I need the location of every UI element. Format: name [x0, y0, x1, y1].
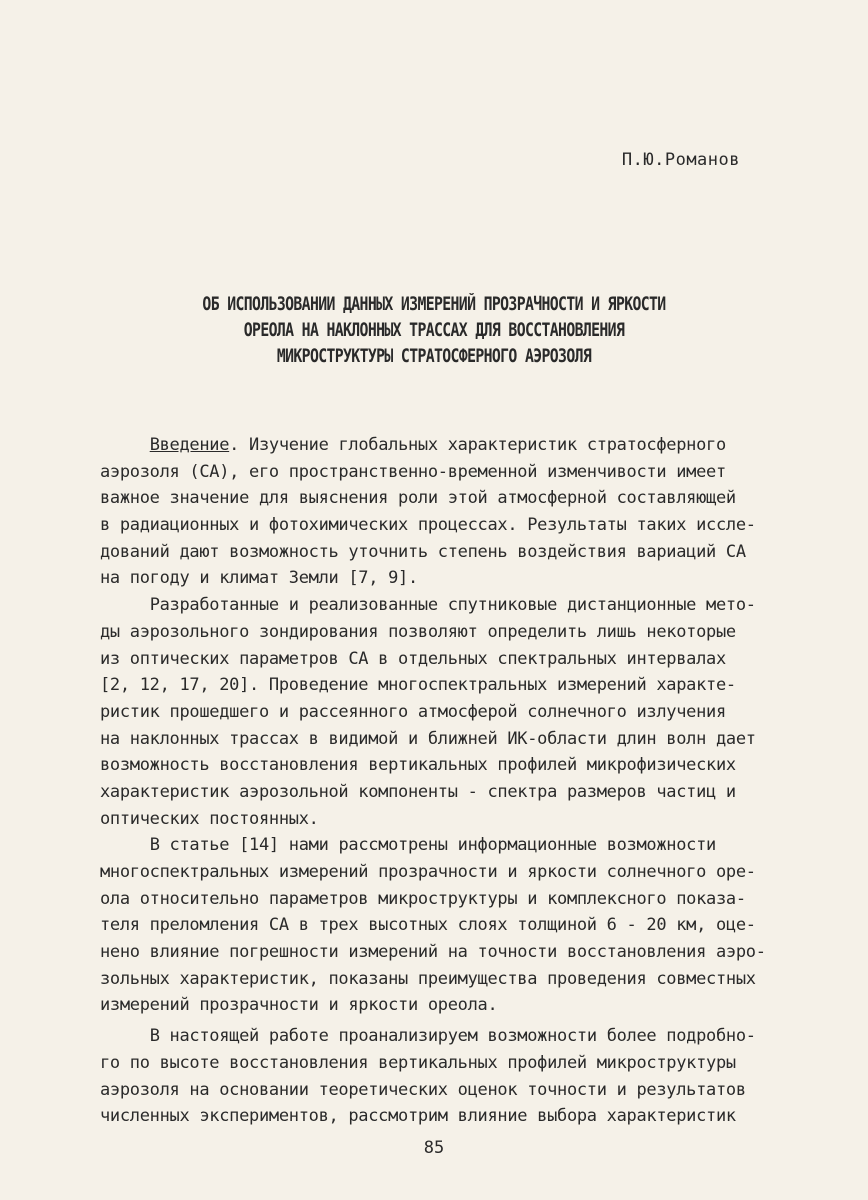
body-line: В настоящей работе проанализируем возможности более подробно-	[149, 1026, 756, 1047]
author-name: П.Ю.Романов	[621, 150, 740, 170]
article-title	[143, 292, 725, 370]
body-line: дований дают возможность уточнить степень воздействия вариаций СА	[100, 541, 746, 562]
body-line: на наклонных трассах в видимой и ближней ИК-области длин волн дает	[100, 728, 756, 749]
body-line: ды аэрозольного зондирования позволяют определить лишь некоторые	[100, 621, 736, 642]
body-line: В статье [14] нами рассмотрены информационные возможности	[149, 835, 716, 856]
body-line: многоспектральных измерений прозрачности и яркости солнечного оре-	[100, 862, 756, 882]
body-line: важное значение для выяснения роли этой атмосферной составляющей	[100, 488, 736, 509]
title-line: МИКРОСТРУКТУРЫ СТРАТОСФЕРНОГО АЭРОЗОЛЯ	[276, 346, 592, 367]
body-line: зольных характеристик, показаны преимущества проведения совместных	[100, 968, 756, 989]
body-line: на погоду и климат Земли [7, 9].	[100, 568, 418, 589]
body-line: ристик прошедшего и рассеянного атмосферой солнечного излучения	[100, 701, 726, 722]
body-line: Разработанные и реализованные спутниковые дистанционные мето-	[149, 595, 756, 616]
body-line: из оптических параметров СА в отдельных спектральных интервалах	[100, 648, 726, 669]
body-line: аэрозоля на основании теоретических оценок точности и результатов	[100, 1079, 746, 1100]
body-line: го по высоте восстановления вертикальных профилей микроструктуры	[100, 1052, 736, 1073]
title-line: ОРЕОЛА НА НАКЛОННЫХ ТРАССАХ ДЛЯ ВОССТАНОВЛЕНИЯ	[243, 320, 625, 341]
intro-heading: Введение	[149, 435, 230, 455]
body-line: нено влияние погрешности измерений на точности восстановления аэро-	[100, 942, 766, 963]
body-line: ола относительно параметров микроструктуры и комплексного показа-	[100, 888, 746, 909]
body-line: Введение. Изучение глобальных характеристик стратосферного	[149, 435, 726, 455]
body-line: измерений прозрачности и яркости ореола.	[100, 995, 498, 1016]
body-line: характеристик аэрозольной компоненты - спектра размеров частиц и	[100, 781, 736, 802]
article-body	[100, 432, 766, 1130]
body-line: в радиационных и фотохимических процессах. Результаты таких иссле-	[100, 515, 756, 536]
title-line: ОБ ИСПОЛЬЗОВАНИИ ДАННЫХ ИЗМЕРЕНИЙ ПРОЗРАЧНОСТИ И ЯРКОСТИ	[202, 294, 666, 315]
body-line: теля преломления СА в трех высотных слоях толщиной 6 - 20 км, оце-	[100, 915, 756, 936]
page-number: 85	[423, 1138, 445, 1158]
body-line: оптических постоянных.	[100, 808, 319, 829]
body-line: аэрозоля (СА), его пространственно-временной изменчивости имеет	[100, 461, 726, 482]
body-line: численных экспериментов, рассмотрим влияние выбора характеристик	[100, 1106, 736, 1127]
body-line: [2, 12, 17, 20]. Проведение многоспектральных измерений характе-	[100, 675, 736, 696]
body-line: возможность восстановления вертикальных профилей микрофизических	[100, 755, 736, 776]
